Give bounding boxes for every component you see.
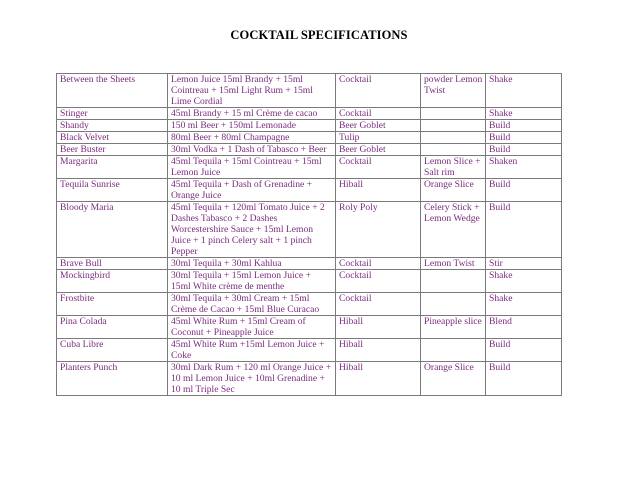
cell-glass: Cocktail xyxy=(336,156,421,179)
cell-method: Shake xyxy=(486,293,562,316)
cell-glass: Roly Poly xyxy=(336,202,421,258)
cell-recipe: 45ml White Rum +15ml Lemon Juice + Coke xyxy=(168,339,336,362)
cell-method: Build xyxy=(486,339,562,362)
cell-name: Brave Bull xyxy=(57,258,168,270)
cell-method: Shake xyxy=(486,74,562,108)
cocktail-table-body xyxy=(57,74,562,396)
table-row xyxy=(57,316,562,339)
cell-method: Build xyxy=(486,120,562,132)
cell-method: Stir xyxy=(486,258,562,270)
cell-name: Frostbite xyxy=(57,293,168,316)
cocktail-table xyxy=(56,73,562,396)
page-title: COCKTAIL SPECIFICATIONS xyxy=(230,28,408,42)
cell-method: Shaken xyxy=(486,156,562,179)
cell-recipe: 45ml Tequila + 120ml Tomato Juice + 2 Dashes Tabasco + 2 Dashes Worcestershire Sauce + 15ml Lemon Juice + 1 pinch Celery salt + 1 pinch Pepper xyxy=(168,202,336,258)
cell-glass: Cocktail xyxy=(336,74,421,108)
cell-method: Blend xyxy=(486,316,562,339)
cell-recipe: 30ml Tequila + 15ml Lemon Juice + 15ml White crème de menthe xyxy=(168,270,336,293)
table-row xyxy=(57,362,562,396)
cell-recipe: 30ml Dark Rum + 120 ml Orange Juice + 10 ml Lemon Juice + 10ml Grenadine + 10 ml Triple Sec xyxy=(168,362,336,396)
cell-name: Black Velvet xyxy=(57,132,168,144)
cell-name: Planters Punch xyxy=(57,362,168,396)
table-row xyxy=(57,258,562,270)
cell-name: Tequila Sunrise xyxy=(57,179,168,202)
table-row xyxy=(57,120,562,132)
cell-method: Build xyxy=(486,202,562,258)
cell-name: Cuba Libre xyxy=(57,339,168,362)
cell-recipe: 45ml Brandy + 15 ml Crème de cacao xyxy=(168,108,336,120)
table-row xyxy=(57,132,562,144)
cell-method: Build xyxy=(486,362,562,396)
cell-garnish: Pineapple slice xyxy=(421,316,486,339)
cell-method: Shake xyxy=(486,270,562,293)
cell-garnish: powder Lemon Twist xyxy=(421,74,486,108)
table-row xyxy=(57,108,562,120)
cell-recipe: 30ml Vodka + 1 Dash of Tabasco + Beer xyxy=(168,144,336,156)
cell-recipe: 30ml Tequila + 30ml Kahlua xyxy=(168,258,336,270)
cell-method: Shake xyxy=(486,108,562,120)
table-row xyxy=(57,339,562,362)
cell-name: Stinger xyxy=(57,108,168,120)
cell-glass: Hiball xyxy=(336,316,421,339)
cell-method: Build xyxy=(486,179,562,202)
cell-glass: Beer Goblet xyxy=(336,144,421,156)
table-row xyxy=(57,179,562,202)
table-row xyxy=(57,144,562,156)
table-row xyxy=(57,293,562,316)
table-row xyxy=(57,270,562,293)
cell-glass: Cocktail xyxy=(336,108,421,120)
cell-recipe: 80ml Beer + 80ml Champagne xyxy=(168,132,336,144)
cell-recipe: 150 ml Beer + 150ml Lemonade xyxy=(168,120,336,132)
cell-garnish xyxy=(421,108,486,120)
cell-glass: Hiball xyxy=(336,362,421,396)
cell-method: Build xyxy=(486,144,562,156)
cell-recipe: 45ml White Rum + 15ml Cream of Coconut + Pineapple Juice xyxy=(168,316,336,339)
cell-glass: Hiball xyxy=(336,179,421,202)
cell-name: Shandy xyxy=(57,120,168,132)
cell-name: Beer Buster xyxy=(57,144,168,156)
cell-garnish: Celery Stick + Lemon Wedge xyxy=(421,202,486,258)
cell-name: Pina Colada xyxy=(57,316,168,339)
cell-garnish xyxy=(421,293,486,316)
cell-garnish: Orange Slice xyxy=(421,179,486,202)
cell-garnish xyxy=(421,270,486,293)
table-row xyxy=(57,74,562,108)
cell-garnish: Lemon Twist xyxy=(421,258,486,270)
cell-recipe: 45ml Tequila + Dash of Grenadine + Orange Juice xyxy=(168,179,336,202)
cell-glass: Cocktail xyxy=(336,258,421,270)
cell-method: Build xyxy=(486,132,562,144)
cell-glass: Tulip xyxy=(336,132,421,144)
cell-glass: Beer Goblet xyxy=(336,120,421,132)
cell-garnish xyxy=(421,339,486,362)
cell-name: Mockingbird xyxy=(57,270,168,293)
cell-garnish: Orange Slice xyxy=(421,362,486,396)
table-row xyxy=(57,202,562,258)
cell-garnish xyxy=(421,132,486,144)
cell-name: Margarita xyxy=(57,156,168,179)
cell-name: Between the Sheets xyxy=(57,74,168,108)
cell-garnish: Lemon Slice + Salt rim xyxy=(421,156,486,179)
cell-recipe: Lemon Juice 15ml Brandy + 15ml Cointreau + 15ml Light Rum + 15ml Lime Cordial xyxy=(168,74,336,108)
cell-glass: Hiball xyxy=(336,339,421,362)
table-row xyxy=(57,156,562,179)
cell-garnish xyxy=(421,144,486,156)
cell-recipe: 45ml Tequila + 15ml Cointreau + 15ml Lemon Juice xyxy=(168,156,336,179)
cell-name: Bloody Maria xyxy=(57,202,168,258)
cell-glass: Cocktail xyxy=(336,293,421,316)
cell-garnish xyxy=(421,120,486,132)
cell-glass: Cocktail xyxy=(336,270,421,293)
cell-recipe: 30ml Tequila + 30ml Cream + 15ml Crème de Cacao + 15ml Blue Curacao xyxy=(168,293,336,316)
